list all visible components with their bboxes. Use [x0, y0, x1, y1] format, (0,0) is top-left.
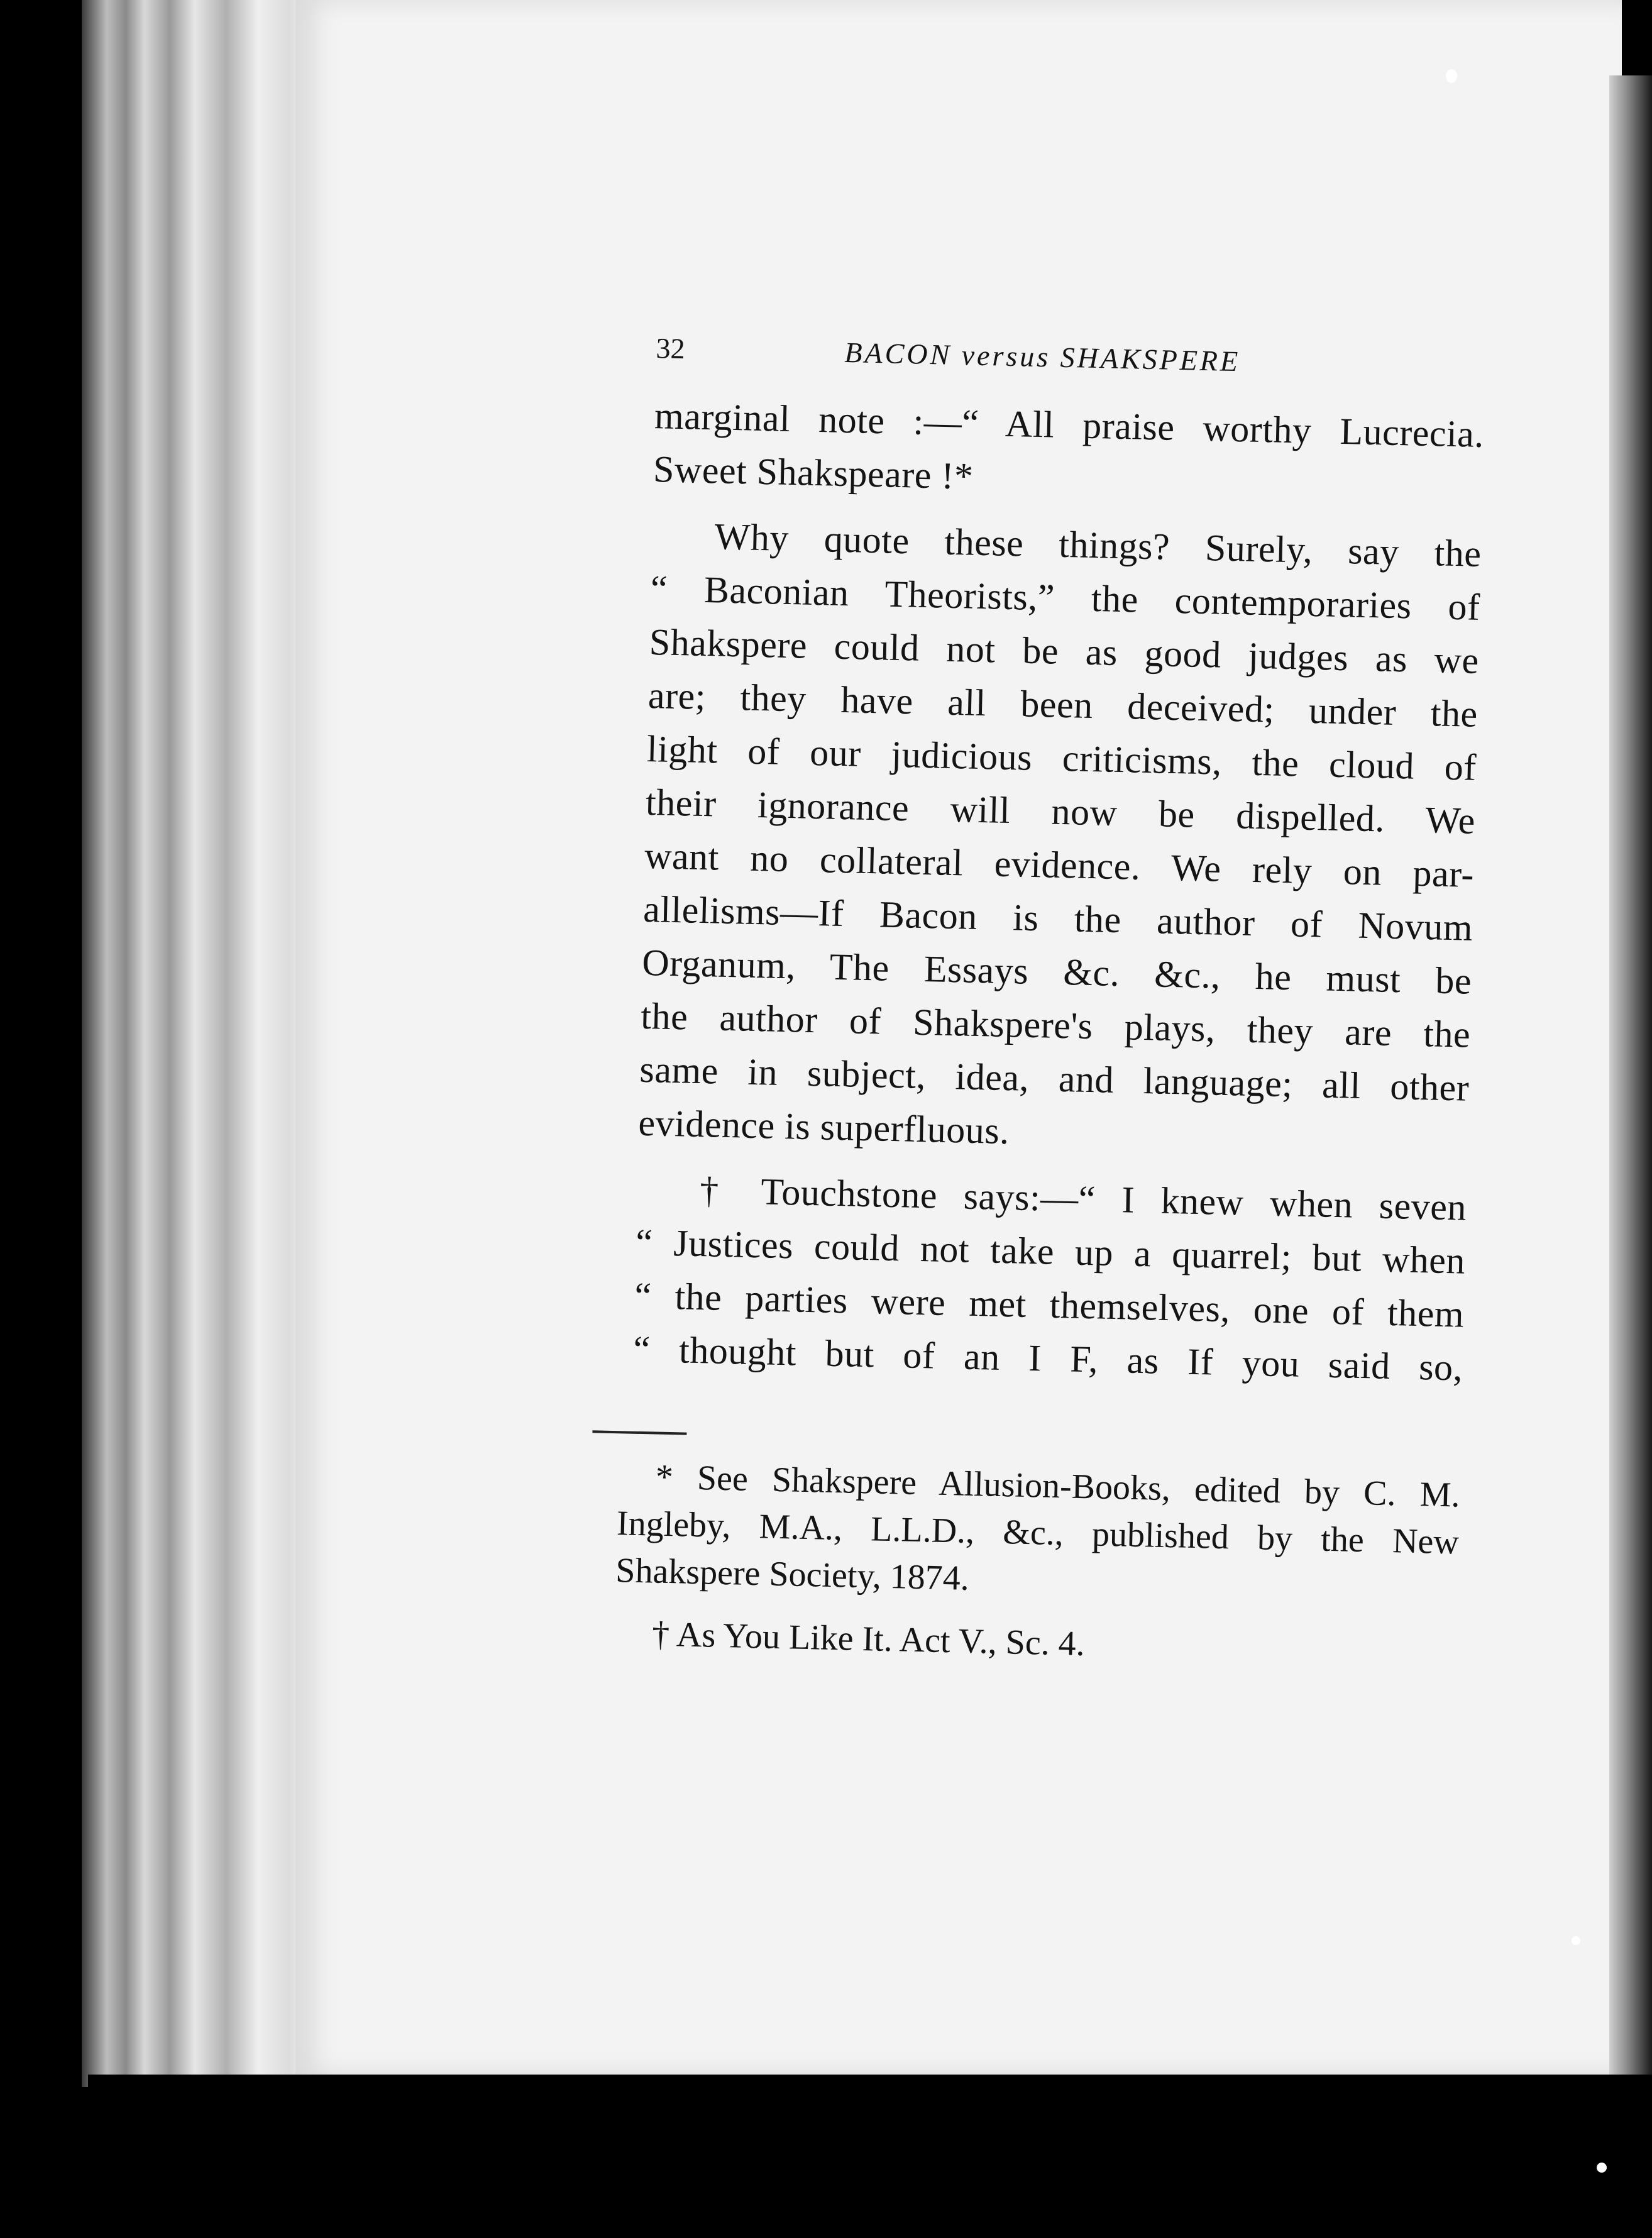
body-line: Why quote these things? Surely, say the [714, 515, 1482, 575]
page-number: 32 [656, 332, 686, 365]
scan-speck [1446, 69, 1457, 83]
body-line: light of our judicious criticisms, the cloud of [646, 727, 1477, 788]
body-line: “ the parties were met themselves, one of them [634, 1274, 1465, 1335]
body-line: their ignorance will now be dispelled. We [645, 781, 1476, 842]
body-line: the author of Shakspere's plays, they are the [640, 995, 1471, 1056]
scan-speck [1597, 2163, 1607, 2173]
body-line: Sweet Shakspeare !* [653, 448, 974, 497]
body-line: are; they have all been deceived; under the [647, 674, 1479, 735]
body-line: same in subject, idea, and language; all other [639, 1048, 1470, 1109]
body-line: want no collateral evidence. We rely on par- [644, 834, 1475, 895]
footnote-rule [592, 1430, 686, 1435]
scan-speck [1572, 1936, 1580, 1945]
body-line: “ Justices could not take up a quarrel; but when [635, 1221, 1466, 1282]
body-line: Organum, The Essays &c. &c., he must be [641, 941, 1472, 1002]
body-line: Shakspere could not be as good judges as we [649, 620, 1480, 681]
body-line: “ thought but of an I F, as If you said so, [632, 1328, 1463, 1389]
body-line: allelisms—If Bacon is the author of Novum [642, 888, 1473, 949]
footnote-line: Ingleby, M.A., L.L.D., &c., published by the New [616, 1504, 1460, 1562]
running-head: BACON versus SHAKSPERE [844, 336, 1241, 378]
body-line: evidence is superfluous. [637, 1101, 1010, 1152]
footnote-line: * See Shakspere Allusion-Books, edited by C. M. [655, 1457, 1461, 1515]
body-line: marginal note :—“ All praise worthy Lucrecia. [654, 395, 1485, 456]
body-line: † Touchstone says:—“ I knew when seven [699, 1169, 1467, 1228]
footnote-line: Shakspere Society, 1874. [615, 1551, 970, 1598]
footnote-line: † As You Like It. Act V., Sc. 4. [651, 1614, 1086, 1664]
body-line: “ Baconian Theorists,” the contemporaries of [650, 568, 1481, 628]
